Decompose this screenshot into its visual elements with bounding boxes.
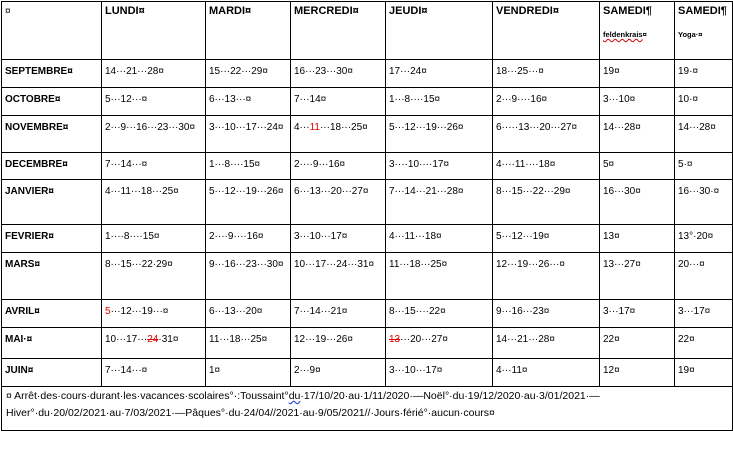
- schedule-table: [1, 1, 733, 431]
- date-cell-mai-mardi: 11···18···25¤: [206, 328, 291, 359]
- date-cell-octobre-jeudi: 1···8····15¤: [386, 88, 493, 116]
- table-row-juin: [2, 359, 733, 387]
- date-cell-decembre-lundi: 7···14···¤: [102, 153, 206, 180]
- date-cell-octobre-mercredi: 7···14¤: [291, 88, 386, 116]
- month-label: SEPTEMBRE¤: [2, 60, 102, 88]
- date-cell-fevrier-jeudi: 4···11···18¤: [386, 225, 493, 253]
- date-cell-novembre-samedi-yoga: 14···28¤: [675, 116, 733, 153]
- holiday-notice: [2, 387, 733, 431]
- date-cell-decembre-mardi: 1···8····15¤: [206, 153, 291, 180]
- date-cell-avril-mardi: 6···13···20¤: [206, 300, 291, 328]
- date-cell-mai-samedi-yoga: 22¤: [675, 328, 733, 359]
- date-cell-septembre-samedi-yoga: 19·¤: [675, 60, 733, 88]
- date-cell-janvier-lundi: 4···11···18···25¤: [102, 180, 206, 225]
- date-cell-juin-samedi-feldenkrais: 12¤: [600, 359, 675, 387]
- date-cell-decembre-jeudi: 3····10····17¤: [386, 153, 493, 180]
- date-cell-octobre-vendredi: 2···9····16¤: [493, 88, 600, 116]
- date-cell-novembre-jeudi: 5···12···19···26¤: [386, 116, 493, 153]
- date-cell-fevrier-vendredi: 5···12···19¤: [493, 225, 600, 253]
- highlighted-date: 11: [309, 122, 320, 133]
- month-label: NOVEMBRE¤: [2, 116, 102, 153]
- date-cell-novembre-samedi-feldenkrais: 14···28¤: [600, 116, 675, 153]
- date-cell-octobre-lundi: 5···12···¤: [102, 88, 206, 116]
- date-cell-septembre-vendredi: 18···25···¤: [493, 60, 600, 88]
- col-header-mardi: MARDI¤: [206, 2, 291, 60]
- month-label: DECEMBRE¤: [2, 153, 102, 180]
- cancelled-date: 24: [147, 334, 159, 345]
- month-label: AVRIL¤: [2, 300, 102, 328]
- date-cell-mai-samedi-feldenkrais: 22¤: [600, 328, 675, 359]
- date-cell-septembre-samedi-feldenkrais: 19¤: [600, 60, 675, 88]
- col-sublabel-suffix: ¤: [642, 30, 647, 39]
- date-cell-fevrier-mardi: 2····9····16¤: [206, 225, 291, 253]
- month-label: JUIN¤: [2, 359, 102, 387]
- date-cell-avril-samedi-yoga: 3···17¤: [675, 300, 733, 328]
- table-row-decembre: [2, 153, 733, 180]
- date-cell-juin-mercredi: 2···9¤: [291, 359, 386, 387]
- col-sublabel: [603, 30, 671, 40]
- month-label: MAI·¤: [2, 328, 102, 359]
- notice-text: Arrêt·des·cours·durant·les·vacances·scolaires°·:Toussaint°: [11, 390, 289, 402]
- date-cell-mars-jeudi: 11···18···25¤: [386, 253, 493, 300]
- table-row-fevrier: [2, 225, 733, 253]
- date-cell-juin-vendredi: 4···11¤: [493, 359, 600, 387]
- col-header-samedi-yoga: [675, 2, 733, 60]
- month-label: OCTOBRE¤: [2, 88, 102, 116]
- date-cell-avril-samedi-feldenkrais: 3···17¤: [600, 300, 675, 328]
- date-text: ···18···25¤: [319, 122, 368, 133]
- date-cell-octobre-samedi-yoga: 10·¤: [675, 88, 733, 116]
- col-header-samedi-feldenkrais: [600, 2, 675, 60]
- col-label: SAMEDI¶: [603, 5, 652, 17]
- date-cell-mars-mercredi: 10···17···24···31¤: [291, 253, 386, 300]
- date-cell-novembre-lundi: 2···9···16···23···30¤: [102, 116, 206, 153]
- date-cell-fevrier-lundi: 1····8····15¤: [102, 225, 206, 253]
- col-header-mercredi: MERCREDI¤: [291, 2, 386, 60]
- date-cell-mars-vendredi: 12···19···26···¤: [493, 253, 600, 300]
- date-cell-novembre-vendredi: 6·····13···20···27¤: [493, 116, 600, 153]
- date-text: 4···: [294, 122, 310, 133]
- spellcheck-word: du: [288, 390, 301, 402]
- col-header-lundi: LUNDI¤: [102, 2, 206, 60]
- date-cell-fevrier-mercredi: 3···10···17¤: [291, 225, 386, 253]
- date-cell-decembre-samedi-feldenkrais: 5¤: [600, 153, 675, 180]
- date-cell-avril-mercredi: 7···14···21¤: [291, 300, 386, 328]
- date-cell-janvier-mardi: 5···12···19···26¤: [206, 180, 291, 225]
- highlighted-date: 5: [105, 306, 111, 317]
- date-cell-juin-mardi: 1¤: [206, 359, 291, 387]
- date-cell-mai-vendredi: 14···21···28¤: [493, 328, 600, 359]
- table-row-mai: [2, 328, 733, 359]
- date-cell-septembre-jeudi: 17···24¤: [386, 60, 493, 88]
- table-row-octobre: [2, 88, 733, 116]
- date-cell-avril-vendredi: 9···16···23¤: [493, 300, 600, 328]
- table-row-novembre: [2, 116, 733, 153]
- footer-row: [2, 387, 733, 431]
- col-label: SAMEDI¶: [678, 5, 727, 17]
- date-text: 10···17···: [105, 334, 148, 345]
- date-cell-septembre-lundi: 14···21···28¤: [102, 60, 206, 88]
- date-cell-mars-mardi: 9···16···23···30¤: [206, 253, 291, 300]
- table-row-mars: [2, 253, 733, 300]
- header-row: [2, 2, 733, 60]
- date-cell-janvier-samedi-yoga: 16···30·¤: [675, 180, 733, 225]
- date-cell-janvier-samedi-feldenkrais: 16···30¤: [600, 180, 675, 225]
- date-cell-avril-lundi: [102, 300, 206, 328]
- date-cell-juin-lundi: 7···14···¤: [102, 359, 206, 387]
- date-cell-octobre-samedi-feldenkrais: 3···10¤: [600, 88, 675, 116]
- date-cell-septembre-mardi: 15···22···29¤: [206, 60, 291, 88]
- date-cell-novembre-mardi: 3···10···17···24¤: [206, 116, 291, 153]
- cancelled-date: 13: [389, 334, 401, 345]
- date-text: ·31¤: [158, 334, 179, 345]
- notice-text: ¤: [6, 390, 12, 402]
- date-cell-mars-samedi-feldenkrais: 13···27¤: [600, 253, 675, 300]
- date-cell-mai-lundi: [102, 328, 206, 359]
- date-cell-janvier-mercredi: 6···13···20···27¤: [291, 180, 386, 225]
- date-text: ···12···19···¤: [110, 306, 169, 317]
- date-cell-avril-jeudi: 8···15····22¤: [386, 300, 493, 328]
- date-cell-mai-jeudi: [386, 328, 493, 359]
- spellcheck-word: feldenkrais: [603, 30, 643, 39]
- month-label: JANVIER¤: [2, 180, 102, 225]
- date-cell-janvier-vendredi: 8···15···22···29¤: [493, 180, 600, 225]
- date-text: ···20···27¤: [400, 334, 448, 345]
- date-cell-decembre-vendredi: 4····11····18¤: [493, 153, 600, 180]
- table-row-janvier: [2, 180, 733, 225]
- date-cell-mars-lundi: 8···15···22·29¤: [102, 253, 206, 300]
- date-cell-janvier-jeudi: 7···14···21···28¤: [386, 180, 493, 225]
- date-cell-fevrier-samedi-feldenkrais: 13¤: [600, 225, 675, 253]
- date-cell-fevrier-samedi-yoga: 13°·20¤: [675, 225, 733, 253]
- month-label: MARS¤: [2, 253, 102, 300]
- date-cell-novembre-mercredi: [291, 116, 386, 153]
- date-cell-septembre-mercredi: 16···23···30¤: [291, 60, 386, 88]
- date-cell-mars-samedi-yoga: 20···¤: [675, 253, 733, 300]
- col-header-jeudi: JEUDI¤: [386, 2, 493, 60]
- date-cell-mai-mercredi: 12···19···26¤: [291, 328, 386, 359]
- date-cell-decembre-mercredi: 2····9···16¤: [291, 153, 386, 180]
- corner-cell: ¤: [2, 2, 102, 60]
- col-sublabel: Yoga·¤: [678, 30, 703, 39]
- col-header-vendredi: VENDREDI¤: [493, 2, 600, 60]
- notice-text: ·17/10/20·au·1/11/2020·—Noël°·du·19/12/2020·au·3/01/2021·—Hiver°·du·20/02/2021·au·7/03/2021·—Pâques°·du·24/04//2021·au·9/05/2021//·Jours·férié°·aucun·cours¤: [6, 390, 600, 419]
- date-cell-juin-samedi-yoga: 19¤: [675, 359, 733, 387]
- date-cell-octobre-mardi: 6···13···¤: [206, 88, 291, 116]
- date-cell-decembre-samedi-yoga: 5·¤: [675, 153, 733, 180]
- date-cell-juin-jeudi: 3···10···17¤: [386, 359, 493, 387]
- month-label: FEVRIER¤: [2, 225, 102, 253]
- table-row-avril: [2, 300, 733, 328]
- table-row-septembre: [2, 60, 733, 88]
